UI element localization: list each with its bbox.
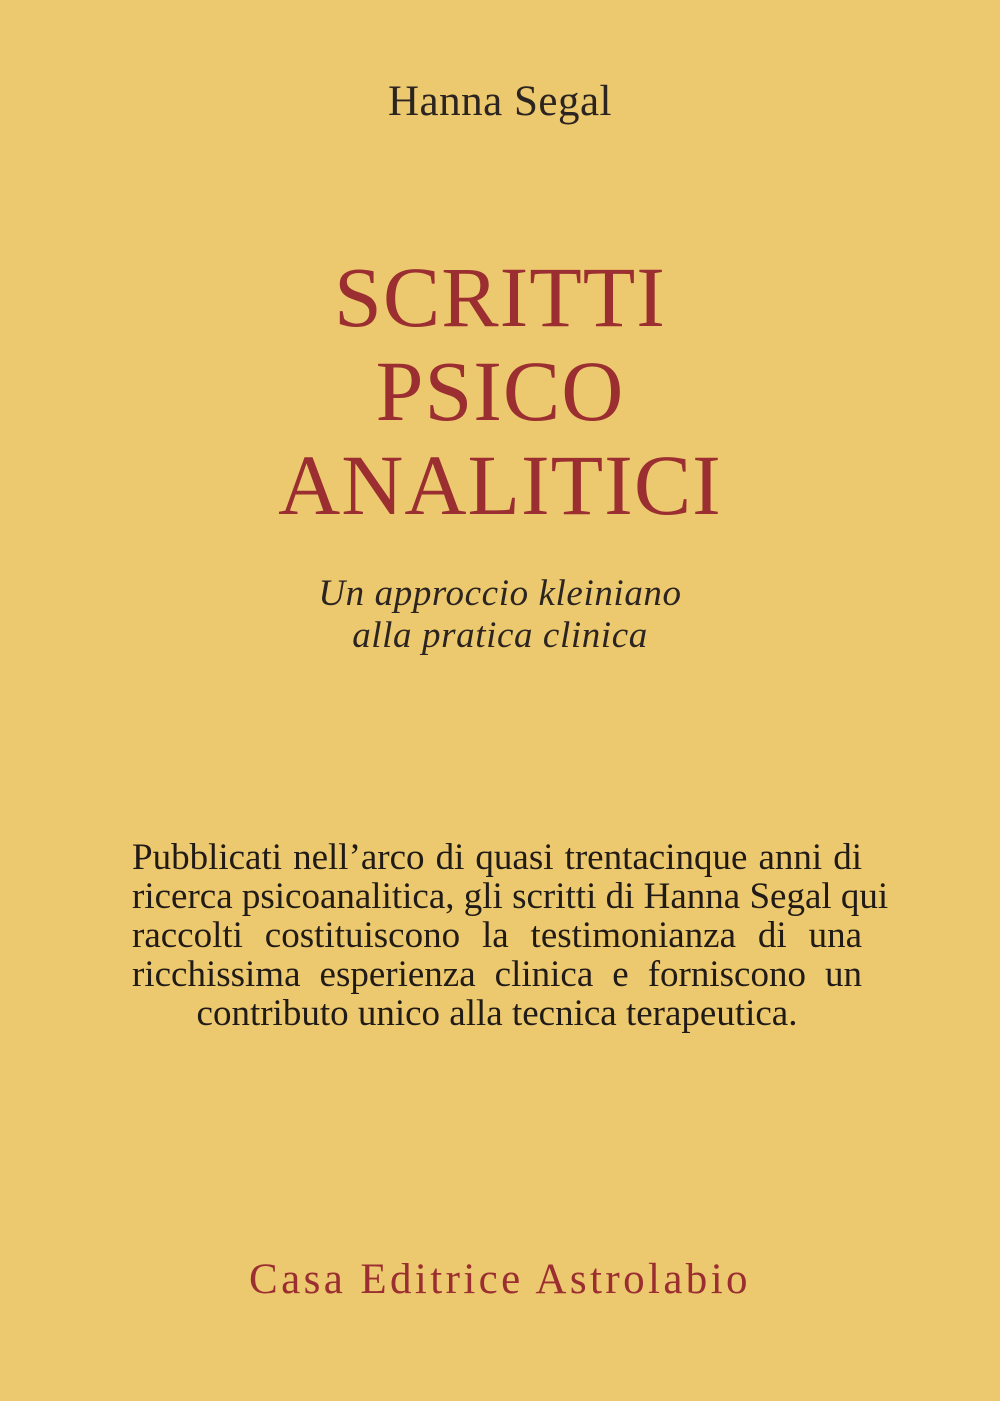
title-line: ANALITICI — [278, 437, 722, 533]
title-line: PSICO — [375, 343, 625, 439]
blurb-line: raccolti costituiscono la testimonianza di una — [132, 915, 862, 956]
author-name: Hanna Segal — [387, 78, 612, 125]
blurb-line: ricchissima esperienza clinica e forniscono un — [132, 954, 862, 995]
subtitle-line: alla pratica clinica — [352, 615, 648, 656]
blurb-line: contributo unico alla tecnica terapeutica. — [196, 993, 798, 1034]
blurb-line: ricerca psicoanalitica, gli scritti di Hanna Segal qui — [132, 876, 889, 917]
cover-blurb — [132, 837, 889, 1034]
title-line: SCRITTI — [334, 249, 666, 345]
book-subtitle — [0, 573, 1000, 657]
subtitle-line: Un approccio kleiniano — [318, 573, 682, 614]
publisher-name: Casa Editrice Astrolabio — [249, 1256, 751, 1303]
blurb-line: Pubblicati nell’arco di quasi trentacinque anni di — [132, 837, 862, 878]
book-title — [0, 250, 1000, 532]
